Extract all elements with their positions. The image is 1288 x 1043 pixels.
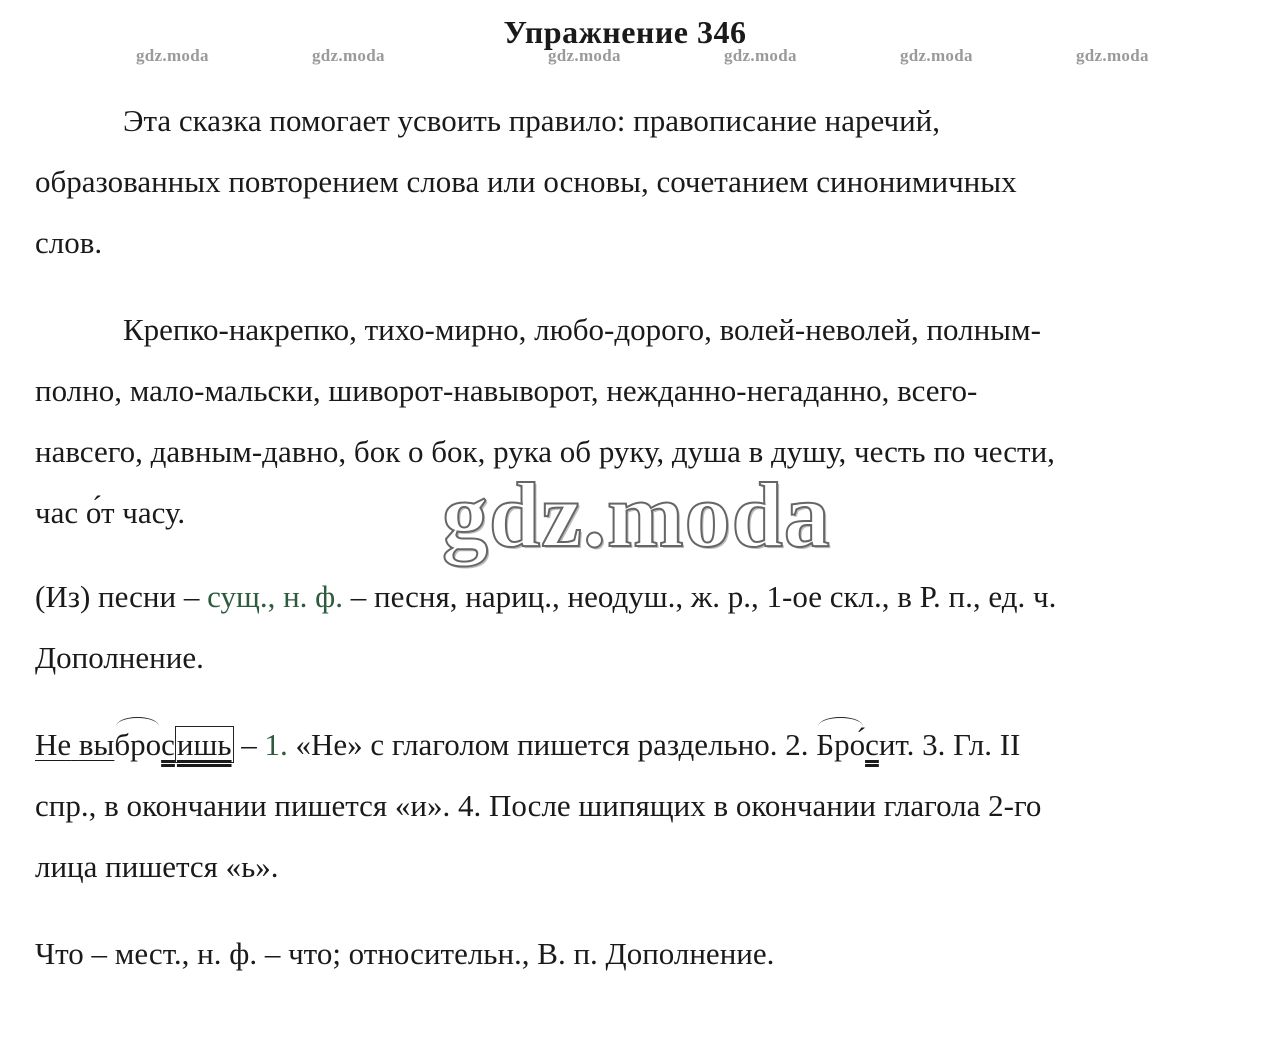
paragraph-2-line-4: час о́т часу. (35, 495, 186, 530)
paragraph-2-line-1: Крепко-накрепко, тихо-мирно, любо-дорого, волей-неволей, полным- (123, 312, 1041, 347)
paragraph-4-line-3: лица пишется «ь». (35, 849, 279, 884)
watermark: gdz.moda (1076, 46, 1149, 65)
paragraph-1-line-2: образованных повторением слова или основы, сочетанием синонимичных (35, 164, 1017, 199)
paragraph-2-line-3: навсего, давным-давно, бок о бок, рука об руку, душа в душу, честь по чести, (35, 434, 1055, 469)
analysis-word: (Из) песни – (35, 579, 208, 614)
space (71, 727, 79, 762)
watermark: gdz.moda (312, 46, 385, 65)
paragraph-4-line-2: спр., в окончании пишется «и». 4. После шипящих в окончании глагола 2-го (35, 788, 1042, 823)
analysis-word-ne-vybrosish (35, 727, 234, 762)
paragraph-3-line-1 (35, 579, 1056, 615)
paragraph-3-line-2: Дополнение. (35, 640, 204, 675)
watermark: gdz.moda (136, 46, 209, 65)
paragraph-1-line-3: слов. (35, 225, 103, 260)
watermark: gdz.moda (548, 46, 621, 65)
ending-box: ишь (176, 727, 232, 762)
watermark: gdz.moda (724, 46, 797, 65)
paragraph-4-line-1 (35, 727, 1020, 763)
page-title: Упражнение 346 (503, 14, 747, 50)
paragraph-1-line-1: Эта сказка помогает усвоить правило: правописание наречий, (123, 103, 941, 138)
analysis-details: – песня, нариц., неодуш., ж. р., 1-ое скл., в Р. п., ед. ч. (343, 579, 1057, 614)
number-1: 1. (264, 727, 288, 762)
rule-text: ит. 3. Гл. II (878, 727, 1021, 762)
watermark-large: gdz.moda (442, 464, 831, 566)
particle-ne: Не (35, 727, 72, 762)
suffix: с (161, 727, 175, 762)
dash: – (233, 727, 265, 762)
root-mark: Бро́ (816, 727, 866, 762)
paragraph-5: Что – мест., н. ф. – что; относительн., В. п. Дополнение. (35, 936, 775, 971)
watermark: gdz.moda (900, 46, 973, 65)
paragraph-2-line-2: полно, мало-мальски, шиворот-навыворот, нежданно-негаданно, всего- (35, 373, 978, 408)
suffix: с (865, 727, 879, 762)
part-of-speech: сущ., н. ф. (207, 579, 343, 614)
rule-text: «Не» с глаголом пишется раздельно. 2. (287, 727, 817, 762)
root-mark: бро (114, 727, 162, 762)
prefix: вы (78, 727, 115, 762)
